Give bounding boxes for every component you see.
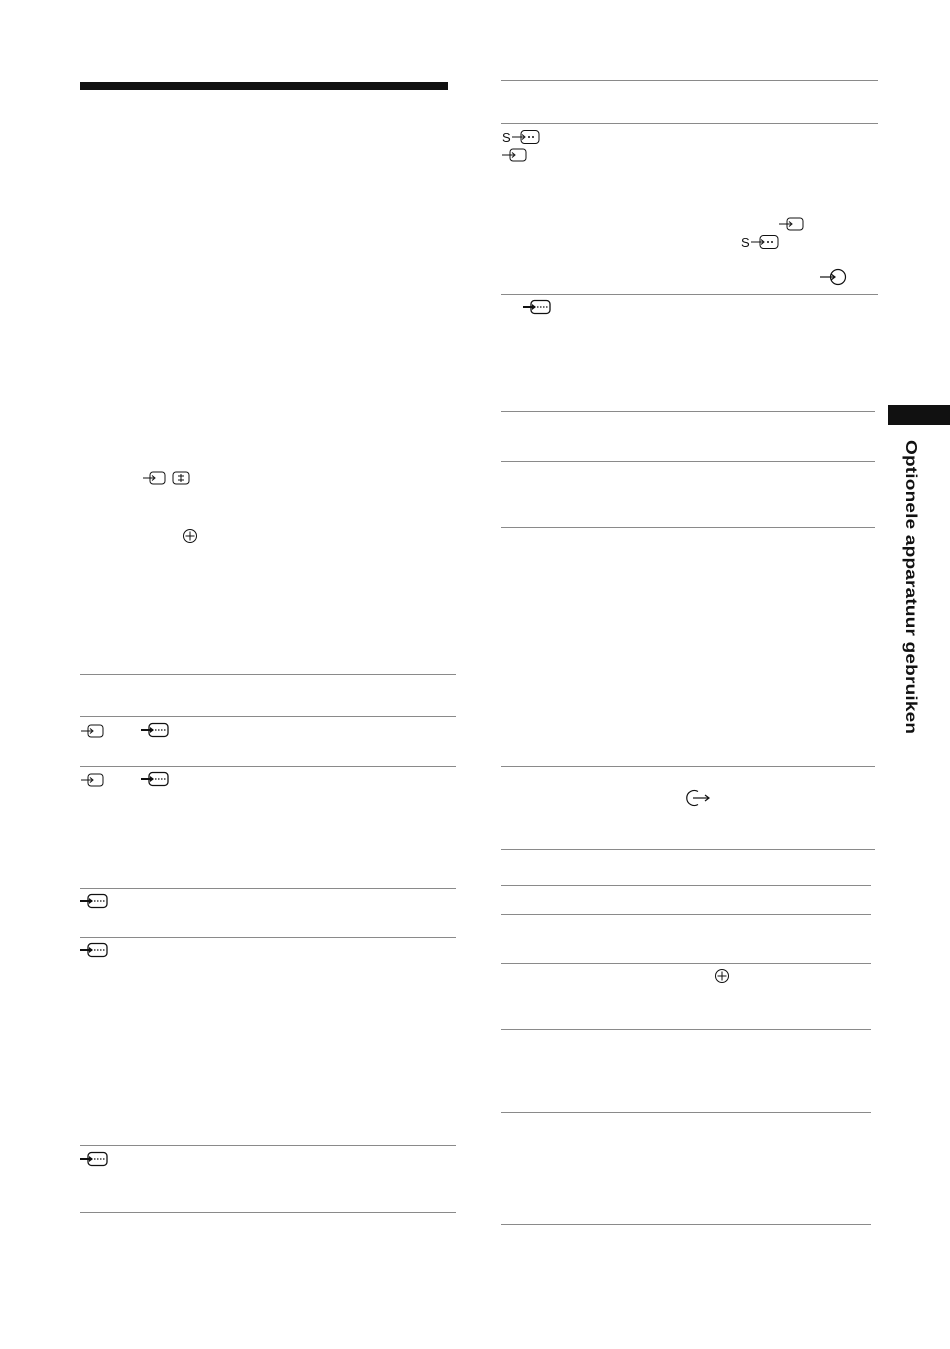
audio-video-input-icon — [80, 942, 108, 958]
table-rule — [80, 716, 456, 717]
audio-video-input-icon — [141, 722, 169, 738]
s-video-input-icon: S — [741, 234, 779, 250]
section-label: Optionele apparatuur gebruiken — [901, 440, 920, 735]
table-rule — [501, 963, 871, 964]
video-input-icon — [779, 217, 805, 231]
table-rule — [501, 294, 878, 295]
scart-input-icon — [81, 724, 105, 738]
audio-video-input-icon — [80, 893, 108, 909]
table-rule — [501, 461, 875, 462]
audio-video-input-icon — [523, 299, 551, 315]
table-rule — [501, 1224, 871, 1225]
table-rule — [80, 937, 456, 938]
component-icon — [714, 968, 730, 984]
table-rule — [501, 914, 871, 915]
table-rule — [501, 1112, 871, 1113]
s-video-input-icon: S — [502, 129, 540, 145]
table-rule — [501, 527, 875, 528]
table-rule — [80, 674, 456, 675]
audio-video-input-icon — [80, 1151, 108, 1167]
table-rule — [80, 766, 456, 767]
table-rule — [80, 888, 456, 889]
table-rule — [80, 1145, 456, 1146]
table-rule — [501, 411, 875, 412]
section-title-bar — [80, 82, 448, 90]
table-rule — [80, 1212, 456, 1213]
table-rule — [501, 885, 871, 886]
table-rule — [501, 123, 878, 124]
component-icon — [182, 528, 198, 544]
scart-input-icon — [81, 773, 105, 787]
table-rule — [501, 766, 875, 767]
table-rule — [501, 80, 878, 81]
table-rule — [501, 849, 875, 850]
output-icon — [683, 788, 711, 808]
scart-input-icon — [143, 471, 167, 485]
audio-input-icon — [820, 267, 848, 287]
table-rule — [501, 1029, 871, 1030]
scart-input-output-icon — [172, 471, 190, 485]
video-input-icon — [502, 148, 528, 162]
section-tab-marker — [888, 405, 950, 425]
audio-video-input-icon — [141, 771, 169, 787]
